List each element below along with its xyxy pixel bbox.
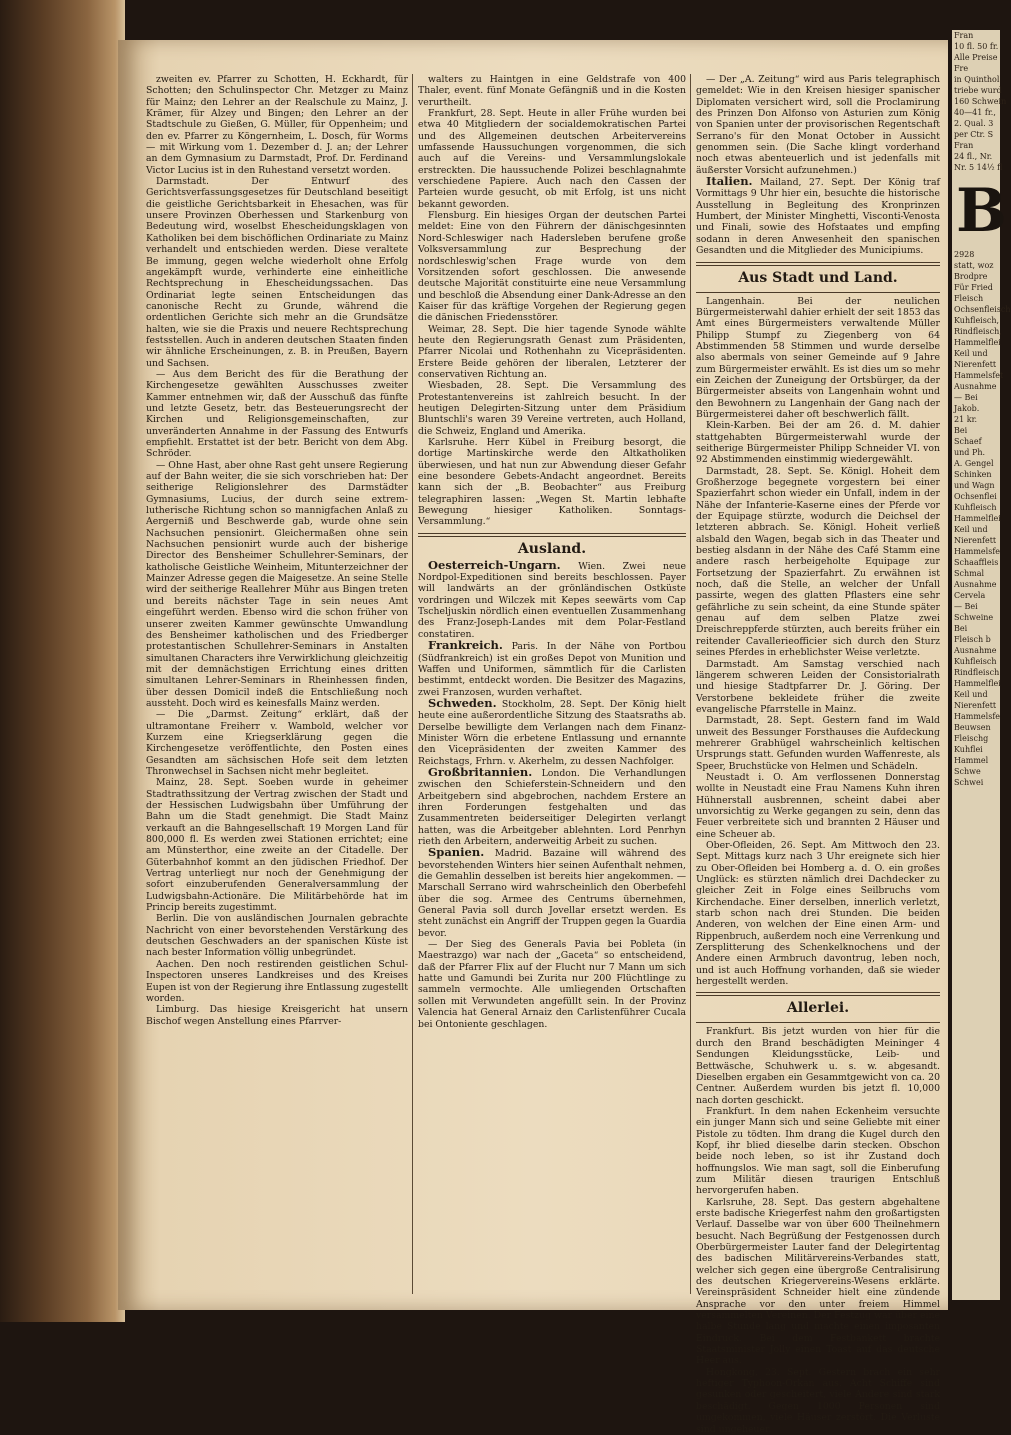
price-list-fragment: Hammelflei — [954, 338, 1001, 347]
price-list-fragment: Cervela — [954, 591, 986, 600]
price-list-fragment: Kuhflei — [954, 745, 983, 754]
price-list-fragment: Fleisch — [954, 294, 984, 303]
column-rule — [690, 74, 691, 1294]
price-list-fragment: Schwei — [954, 778, 984, 787]
price-list-fragment: Hammelsfe — [954, 712, 1001, 721]
report-text: Madrid. Bazaine will während des bevorstehenden Winters hier seinen Aufenthalt nehmen, die Gemahlin desselben ist bereits hier angekommen. — Marschall Serrano wird wahrscheinlich den Oberbefehl über die sog. Armee des Centrums übernehmen, General Pavia soll durch Jovellar ersetzt werden. Es steht zunächst ein Angriff der Truppen gegen la Guardia bevor. — [418, 848, 686, 939]
country-heading: Spanien. — [428, 845, 485, 860]
price-list-fragment: Rindfleisch — [954, 668, 1000, 677]
price-list-fragment: Bei — [954, 426, 968, 435]
country-report — [418, 847, 686, 939]
price-list-fragment: Nierenfett — [954, 360, 997, 369]
adjacent-page-fragment — [952, 30, 1011, 1300]
price-list-fragment: Ochsenflei — [954, 492, 997, 501]
price-list-fragment: 21 kr. — [954, 415, 978, 424]
price-list-fragment: und Ph. — [954, 448, 986, 457]
price-list-fragment: Alle Preise — [954, 53, 998, 62]
article-paragraph: — Die „Darmst. Zeitung“ erklärt, daß der ultramontane Freiherr v. Wambold, welcher vor Kurzem eine Kriegserklärung gegen die Kirchengesetze veröffentlichte, den Posten eines Gesandten am sächsischen Hofe seit dem letzten Thronwechsel in Sachsen nicht mehr begleitet. — [146, 709, 408, 777]
country-heading: Schweden. — [428, 695, 497, 710]
country-report — [418, 939, 686, 1030]
report-text: Wien. Zwei neue Nordpol-Expeditionen sind bereits beschlossen. Payer will landwärts an der grönländischen Ostküste vordringen und Wilczek mit Kepes seewärts vom Cap Tscheljuskin nördlich einen eventuellen Zusammenhang des Franz-Joseph-Landes mit dem Polar-Festland constatiren. — [418, 560, 686, 640]
article-paragraph: Darmstadt. Am Samstag verschied nach längerem schweren Leiden der Consistorialrath und hiesige Stadtpfarrer Dr. J. Göring. Der Verstorbene bekleidete früher die zweite evangelische Pfarrstelle in Mainz. — [696, 658, 940, 715]
section-divider — [696, 1022, 940, 1023]
price-list-fragment: Fre — [954, 64, 969, 73]
price-list-fragment: Fran — [954, 31, 974, 40]
price-list-fragment: Schaef — [954, 437, 982, 446]
article-paragraph: Weimar, 28. Sept. Die hier tagende Synode wählte heute den Regierungsrath Genast zum Präsidenten, Pfarrer Nicolai und Rothenhahn zu Vicepräsidenten. Erstere Beide gehören der liberalen, Letzterer der conservativen Richtung an. — [418, 323, 686, 380]
price-list-fragment: Für Fried — [954, 283, 993, 292]
price-list-fragment: Hammel — [954, 756, 989, 765]
country-report — [418, 640, 686, 698]
section-heading-allerlei: Allerlei. — [786, 1000, 850, 1017]
price-list-fragment: Keil und — [954, 690, 988, 699]
article-paragraph: Neustadt i. O. Am verflossenen Donnerstag wollte in Neustadt eine Frau Namens Kuhn ihren Hühnerstall ausbrennen, scheint dabei aber unvorsichtig zu Werke gegangen zu sein, denn das Feuer verbreitete sich und brannten 2 Häuser und eine Scheuer ab. — [696, 771, 940, 840]
article-paragraph: Karlsruhe, 28. Sept. Das gestern abgehaltene erste badische Kriegerfest nahm den großartigsten Verlauf. Dasselbe war von über 600 Theilnehmern besucht. Nach Begrüßung der Festgenossen durch Oberbürgermeister Lauter fand der Delegirtentag des badischen Militärvereins-Verbandes statt, welcher sich gegen eine übergroße Centralisirung des deutschen Kriegervereins-Wesens erklärte. Vereinspräsident Schneider hielt eine zündende Ansprache vor den unter freiem Himmel versammelten Vereinen. Der Festzug war über eine halbe Stunde lang und machte einen imposanten Eindruck. Bei dem Festbankett brachte Staatsminister Jolly einen Toast auf das deutsche Heer aus. — [696, 1196, 940, 1367]
article-paragraph: Hongkong, 23. Sept. Gestern brach ein sehr heftiger Typhoon-Orkan aus. Acht Schiffe sind gesunken oder gescheitert, viele Andere sind stark beschädigt. Gegen 1000 Personen sind umgekommen, viele Häuser zerstört. Die Verluste sind ungeheuer. — [696, 1366, 940, 1435]
report-text: London. Die Verhandlungen zwischen den Schieferstein-Schneidern und den Arbeitgebern sind abgebrochen, nachdem Erstere an ihren Forderungen festgehalten und das Zusammentreten beiderseitiger Delegirten verlangt hatten, was die Arbeitgeber ablehnten. Lord Penrhyn rieth den Arbeitern, anderweitig Arbeit zu suchen. — [418, 767, 686, 847]
country-heading: Frankreich. — [428, 638, 503, 653]
article-paragraph: Wiesbaden, 28. Sept. Die Versammlung des Protestantenvereins ist zahlreich besucht. In der heutigen Delegirten-Sitzung unter dem Präsidium Bluntschli's waren 39 Vereine vertreten, auch Holland, die Schweiz, England und Amerika. — [418, 380, 686, 437]
report-text: Paris. In der Nähe von Portbou (Südfrankreich) ist ein großes Depot von Munition und Waffen und Uniformen, sämmtlich für die Carlisten bestimmt, entdeckt worden. Die Besitzer des Magazins, zwei Franzosen, wurden verhaftet. — [418, 641, 686, 698]
article-paragraph: Karlsruhe. Herr Kübel in Freiburg besorgt, die dortige Martinskirche werde den Altkatholiken überwiesen, und hat nun zur Abwendung dieser Gefahr eine besondere Gebets-Andacht angeordnet. Bereits kann sich der „B. Beobachter“ aus Freiburg telegraphiren lassen: „Wegen St. Martin lebhafte Bewegung hiesiger Katholiken. Sonntags-Versammlung.“ — [418, 437, 686, 528]
article-paragraph: Berlin. Die von ausländischen Journalen gebrachte Nachricht von einer bevorstehenden Verstärkung des deutschen Geschwaders an der spanischen Küste ist nach bester Information völlig unbegründet. — [146, 913, 408, 959]
section-heading-stadt-land: Aus Stadt und Land. — [738, 269, 898, 286]
price-list-fragment: Schwe — [954, 767, 981, 776]
price-list-fragment: Fran — [954, 141, 974, 150]
price-list-fragment: A. Gengel — [954, 459, 994, 468]
article-paragraph: Darmstadt, 28. Sept. Gestern fand im Wald unweit des Bessunger Forsthauses die Aufdeckung mehrerer Grabhügel wahrscheinlich keltischen Ursprungs statt. Gefunden wurden Waffenreste, als Speer, Bruchstücke von Helmen und Schädeln. — [696, 715, 940, 772]
price-list-fragment: Hammelflei — [954, 514, 1001, 523]
price-list-fragment: 10 fl. 50 fr. — [954, 42, 999, 51]
article-paragraph: walters zu Haintgen in eine Geldstrafe von 400 Thaler, event. fünf Monate Gefängniß und in die Kosten verurtheilt. — [418, 74, 686, 108]
price-list-fragment: Ochsenfleisch — [954, 305, 1011, 314]
newspaper-page — [118, 40, 948, 1435]
price-list-fragment: und Wagn — [954, 481, 995, 490]
article-paragraph: Klein-Karben. Bei der am 26. d. M. dahier stattgehabten Bürgermeisterwahl wurde der seitherige Bürgermeister Philipp Schneider VI. von 92 Abstimmenden einstimmig wiedergewählt. — [696, 420, 940, 466]
article-paragraph: Frankfurt. Bis jetzt wurden von hier für die durch den Brand beschädigten Meininger 4 Sendungen Kleidungsstücke, Leib- und Bettwäsche, Schuhwerk u. s. w. abgesandt. Dieselben ergaben ein Gesammtgewicht von ca. 20 Centner. Außerdem wurden bis jetzt fl. 10,000 nach dorten geschickt. — [696, 1026, 940, 1106]
article-paragraph: — Aus dem Bericht des für die Berathung der Kirchengesetze gewählten Ausschusses zweiter Kammer entnehmen wir, daß der Ausschuß das fünfte und letzte Gesetz, betr. das Besteuerungsrecht der Kirchen und Religionsgemeinschaften, zur unveränderten Annahme in der Fassung des Entwurfs empfiehlt. Erstattet ist der betr. Bericht von dem Abg. Schröder. — [146, 368, 408, 460]
price-list-fragment: per Ctr. S — [954, 130, 994, 139]
report-text: Stockholm, 28. Sept. Der König hielt heute eine außerordentliche Sitzung des Staatsraths ab. Derselbe bewilligte dem Verlangen nach dem Finanz-Minister Wörn die erbetene Entlassung und ernannte den Vicepräsidenten der zweiten Kammer des Reichstags, Frhrn. v. Akerhelm, zu dessen Nachfolger. — [418, 698, 686, 767]
column-2 — [418, 74, 686, 1294]
country-report — [418, 764, 686, 847]
price-list-fragment: Schaaffleis — [954, 558, 999, 567]
price-list-fragment: Ausnahme — [954, 646, 997, 655]
article-paragraph: Aachen. Den noch restirenden geistlichen Schul-Inspectoren unseres Landkreises und des Kreises Eupen ist von der Regierung ihre Entlassung zugestellt worden. — [146, 958, 408, 1004]
price-list-fragment: Bei — [954, 624, 968, 633]
price-list-fragment: 40—41 fr., — [954, 108, 996, 117]
article-paragraph: — Ohne Hast, aber ohne Rast geht unsere Regierung auf der Bahn weiter, die sie sich vorschrieben hat: Der seitherige Religionslehrer des Darmstädter Gymnasiums, Lucius, der durch seine extrem-lutherische Richtung schon so mannigfachen Anlaß zu Aergerniß und Beschwerde gab, wurde ohne sein Nachsuchen pensionirt. Gleichermaßen ohne sein Nachsuchen pensionirt wurde auch der bisherige Director des Bensheimer Schullehrer-Seminars, der katholische Geistliche Weinheim, Mitunterzeichner der Mainzer Adresse gegen die Maigesetze. An seine Stelle wird der seitherige Reallehrer Mühr aus Bingen treten und bereits nächster Tage in sein neues Amt eingeführt werden. Ebenso wird die schon früher von unserer zweiten Kammer gewünschte Umwandlung des Bensheimer katholischen und des Friedberger protestantischen Schullehrer-Seminars in Anstalten simultanen Characters ihre Verwirklichung gleichzeitig mit der demnächstigen Errichtung eines dritten simultanen Lehrer-Seminars in Rheinhessen finden, über dessen Domicil indeß die Entschließung noch aussteht. Doch wird es keinesfalls Mainz werden. — [146, 459, 408, 709]
price-list-fragment: in Quinthol — [954, 75, 1000, 84]
section-divider — [696, 292, 940, 293]
report-text: Mailand, 27. Sept. Der König traf Vormittags 9 Uhr hier ein, besuchte die historische Ausstellung in Begleitung des Kronprinzen Humbert, der Minister Minghetti, Visconti-Venosta und Finali, sowie des Hofstaates und empfing sodann in deren Anwesenheit den spanischen Gesandten und die Mitglieder des Municipiums. — [696, 177, 940, 257]
price-list-fragment: Beuwsen — [954, 723, 991, 732]
price-list-fragment: Kuhfleisch — [954, 503, 997, 512]
price-list-fragment: 24 fl., Nr. — [954, 152, 993, 161]
country-heading: Italien. — [706, 174, 753, 189]
price-list-fragment: — Bei — [954, 602, 978, 611]
price-list-fragment: Fleischg — [954, 734, 989, 743]
article-paragraph: Darmstadt, 28. Sept. Se. Königl. Hoheit dem Großherzoge begegnete vorgestern bei einer Spazierfahrt schon wieder ein Unfall, indem in der Nähe der Infanterie-Kaserne eines der Pferde vor der Equipage stürzte, wodurch die Deichsel der letzteren abbrach. Se. Königl. Hoheit verließ alsbald den Wagen, begab sich in das Theater und bestieg alsdann in der Nähe des Café Stamm eine andere rasch herbeigeholte Equipage zur Fortsetzung der Spazierfahrt. Zu erwähnen ist noch, daß die Stelle, an welcher der Unfall passirte, wegen des glatten Pflasters eine sehr gefährliche zu sein scheint, da eine Stunde später genau auf dem selben Platze zwei Dreischreppferde stürzten, auch bereits früher ein reitender Cavallerieofficier sich durch den Sturz seines Pferdes in erheblichster Weise verletzte. — [696, 465, 940, 659]
price-list-fragment: Nierenfett — [954, 536, 997, 545]
price-list-fragment: 160 Schwein — [954, 97, 1007, 106]
article-paragraph: Frankfurt. In dem nahen Eckenheim versuchte ein junger Mann sich und seine Geliebte mit einer Pistole zu tödten. Ihm drang die Kugel durch den Kopf, ihr blied dieselbe darin stecken. Obschon beide noch leben, so ist ihr Zustand doch hoffnungslos. Wie man sagt, soll die Einberufung zum Militär diesen traurigen Entschluß hervorgerufen haben. — [696, 1105, 940, 1197]
price-list-fragment: Keil und — [954, 349, 988, 358]
section-heading-ausland: Ausland. — [517, 540, 587, 557]
price-list-fragment: Kuhfleisch — [954, 657, 997, 666]
price-list-fragment: Schinken — [954, 470, 992, 479]
price-list-fragment: Schmal — [954, 569, 985, 578]
price-list-fragment: Jakob. — [954, 404, 980, 413]
article-paragraph: zweiten ev. Pfarrer zu Schotten, H. Eckhardt, für Schotten; den Schulinspector Chr. Metzger zu Mainz für Mainz; den Lehrer an der Realschule zu Mainz, J. Krämer, für Alzey und Bingen; den Lehrer an der Stadtschule zu Gießen, G. Müller, für Oppenheim; und den ev. Pfarrer zu Köngernheim, L. Dosch, für Worms — mit Wirkung vom 1. Dezember d. J. an; der Lehrer an dem Gymnasium zu Darmstadt, Prof. Dr. Ferdinand Victor Lucius ist in den Ruhestand versetzt worden. — [146, 74, 408, 176]
article-paragraph: — Der „A. Zeitung“ wird aus Paris telegraphisch gemeldet: Wie in den Kreisen hiesiger spanischer Diplomaten versichert wird, soll die Proclamirung des Prinzen Don Alfonso von Asturien zum König von Spanien unter der provisorischen Regentschaft Serrano's für den Monat October in Aussicht genommen sein. (Die Sache klingt vorderhand noch etwas abenteuerlich und ist jedenfalls mit äußerster Vorsicht aufzunehmen.) — [696, 74, 940, 176]
column-3 — [696, 74, 940, 1435]
price-list-fragment: Ausnahme — [954, 382, 997, 391]
price-list-fragment: Nierenfett — [954, 701, 997, 710]
price-list-fragment: 2. Qual. 3 — [954, 119, 994, 128]
masthead-letter-fragment: B — [956, 176, 1007, 246]
country-report — [696, 176, 940, 256]
article-paragraph: Limburg. Das hiesige Kreisgericht hat unsern Bischof wegen Anstellung eines Pfarrver- — [146, 1004, 408, 1027]
price-list-fragment: Hammelsfet — [954, 371, 1004, 380]
price-list-fragment: Fleisch b — [954, 635, 991, 644]
article-paragraph: Frankfurt, 28. Sept. Heute in aller Frühe wurden bei etwa 40 Mitgliedern der socialdemokratischen Partei und des Allgemeinen deutschen Arbeitervereins umfassende Haussuchungen vorgenommen, die sich auch auf die Vereins- und Versammlungslokale erstreckten. Die haussuchende Polizei beschlagnahmte verschiedene Papiere. Auch nach den Cassen der Parteien wurde gesucht, ob mit Erfolg, ist uns nicht bekannt geworden. — [418, 108, 686, 210]
article-paragraph: Mainz, 28. Sept. Soeben wurde in geheimer Stadtrathssitzung der Vertrag zwischen der Stadt und der Hessischen Ludwigsbahn über Umführung der Bahn um die Stadt genehmigt. Die Stadt Mainz verkauft an die Bahngesellschaft 19 Morgen Land für 800,000 fl. Es werden zwei Stationen errichtet; eine am Münsterthor, eine zweite an der Citadelle. Der Güterbahnhof kommt an den jüdischen Friedhof. Der Vertrag unterliegt nur noch der Genehmigung der sofort einzuberufenden Generalversammlung der Ludwigsbahn-Actionäre. Die Militärbehörde hat im Princip bereits zugestimmt. — [146, 777, 408, 914]
price-list-fragment: — Bei — [954, 393, 978, 402]
price-list-fragment: Brodpre — [954, 272, 988, 281]
price-list-fragment: Kuhfleisch, — [954, 316, 1000, 325]
price-list-fragment: 2928 — [954, 250, 975, 259]
price-list-fragment: triebe wurd — [954, 86, 1002, 95]
price-list-fragment: Hammelsfe — [954, 547, 1001, 556]
price-list-fragment: Rindfleisch, — [954, 327, 1002, 336]
report-text: — Der Sieg des Generals Pavia bei Pobleta (in Maestrazgo) war nach der „Gaceta“ so entscheidend, daß der Pfarrer Flix auf der Flucht nur 7 Mann um sich hatte und Gamundi bei Zurita nur 200 Flüchtlinge zu sammeln vermochte. Alle umliegenden Ortschaften sollen mit Verwundeten angefüllt sein. In der Provinz Valencia hat General Arnaiz den Carlistenführer Cucala bei Ontoniente geschlagen. — [418, 939, 686, 1030]
price-list-fragment: Nr. 5 14½ fl — [954, 163, 1003, 172]
section-divider — [696, 992, 940, 996]
price-list-fragment: Keil und — [954, 525, 988, 534]
section-divider — [696, 262, 940, 266]
country-heading: Großbritannien. — [428, 764, 533, 779]
price-list-fragment: Hammelflei — [954, 679, 1001, 688]
country-report — [418, 557, 686, 640]
column-rule — [412, 74, 413, 1294]
country-report — [418, 695, 686, 767]
section-divider — [418, 533, 686, 537]
article-paragraph: Darmstadt. Der Entwurf des Gerichtsverfassungsgesetzes für Deutschland beseitigt die geistliche Gerichtsbarkeit in Ehesachen, was für unsere Provinzen Oberhessen und Starkenburg von Bedeutung wird, woselbst Ehescheidungsklagen von Katholiken bei dem bischöflichen Ordinariate zu Mainz verhandelt und entschieden werden. Diese veraltete Be immung, gegen welche wiederholt ohne Erfolg angekämpft wurde, verhinderte eine einheitliche Rechtsprechung in Ehescheidungssachen. Das Ordinariat legte seinen Entscheidungen das canonische Recht zu Grunde, während die ordentlichen Gerichte sich mehr an die Grundsätze halten, wie sie die Praxis und neuere Rechtsprechung festsstellen. Auch in anderen deutschen Staaten finden wir ähnliche Erscheinungen, z. B. in Preußen, Bayern und Sachsen. — [146, 176, 408, 369]
country-heading: Oesterreich-Ungarn. — [428, 557, 561, 572]
article-paragraph: Langenhain. Bei der neulichen Bürgermeisterwahl dahier erhielt der seit 1853 das Amt eines Bürgermeisters verwaltende Müller Philipp Stumpf zu Ziegenberg von 64 Abstimmenden 58 Stimmen und wurde derselbe also abermals von seiner Gemeinde auf 9 Jahre zum Bürgermeister erwählt. Es ist dies um so mehr ein Zeichen der Zuneigung der Ortsbürger, da der Bürgermeister abseits von Langenhain wohnt und den Bewohnern zu Langenhain der Gang nach der Bürgermeisterei daher oft beschwerlich fällt. — [696, 295, 940, 420]
article-paragraph: Ober-Ofleiden, 26. Sept. Am Mittwoch den 23. Sept. Mittags kurz nach 3 Uhr ereignete sich hier zu Ober-Ofleiden bei Homberg a. d. O. ein großes Unglück: es stürzten nämlich drei Dachdecker zu gleicher Zeit in Folge eines Seilbruchs vom Kirchendache. Einer derselben, innerlich verletzt, starb schon nach drei Stunden. Die beiden Anderen, von welchen der Eine einen Arm- und Rippenbruch, außerdem noch eine Verrenkung und Zersplitterung des Schenkelknochens und der Andere einen Armbruch davontrug, leben noch, und ist auch Hoffnung vorhanden, daß sie wieder hergestellt werden. — [696, 840, 940, 988]
book-spine — [0, 0, 125, 1322]
price-list-fragment: Schweine — [954, 613, 994, 622]
column-1 — [146, 74, 408, 1294]
price-list-fragment: statt, woz — [954, 261, 994, 270]
price-list-fragment: Ausnahme — [954, 580, 997, 589]
article-paragraph: Flensburg. Ein hiesiges Organ der deutschen Partei meldet: Eine von den Führern der dänischgesinnten Nord-Schleswiger nach Hadersleben berufene große Volksversammlung zur Besprechung der nordschleswig'schen Frage wurde von dem Vorsitzenden sofort geschlossen. Die anwesende deutsche Majorität constituirte eine neue Versammlung und beschloß die Absendung einer Dank-Adresse an den Kaiser für das kräftige Vorgehen der Regierung gegen die dänischen Friedensstörer. — [418, 210, 686, 324]
